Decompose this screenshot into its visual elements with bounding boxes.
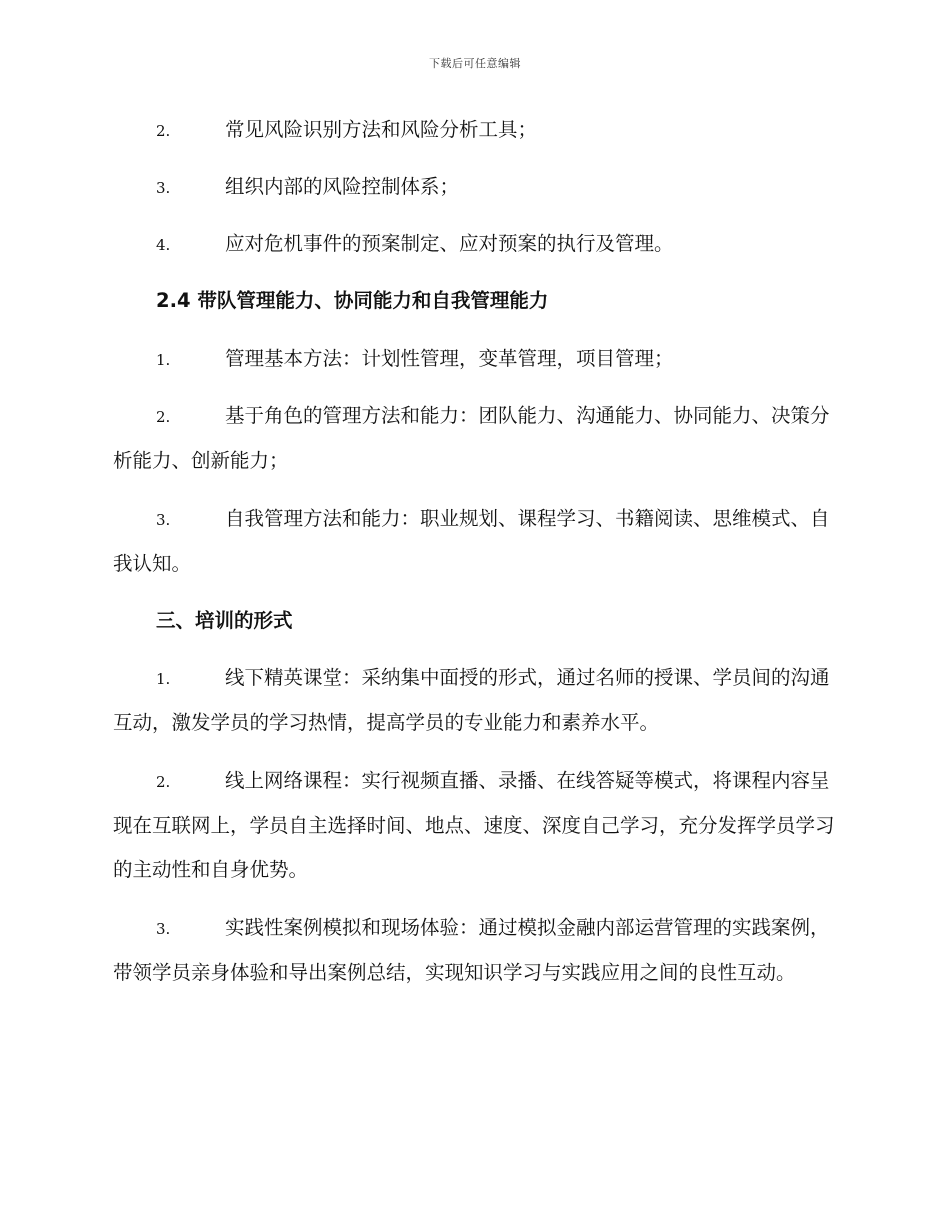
list-item <box>113 222 838 267</box>
list-item <box>113 165 838 210</box>
page-header: 下载后可任意编辑 <box>429 57 521 70</box>
list-item <box>113 108 838 153</box>
list-number: 1. <box>156 670 171 688</box>
list-text: 线上网络课程：实行视频直播、录播、在线答疑等模式，将课程内容呈现在互联网上，学员自主选择时间、地点、速度、深度自己学习，充分发挥学员学习的主动性和自身优势。 <box>113 769 835 881</box>
list-number: 1. <box>156 351 171 369</box>
list-item <box>113 337 838 382</box>
list-text: 线下精英课堂：采纳集中面授的形式，通过名师的授课、学员间的沟通互动，激发学员的学习热情，提高学员的专业能力和素养水平。 <box>113 666 830 734</box>
list-text: 常见风险识别方法和风险分析工具； <box>225 118 538 141</box>
list-item <box>113 394 838 483</box>
list-number: 2. <box>156 122 171 140</box>
list-number: 2. <box>156 773 171 791</box>
list-text: 实践性案例模拟和现场体验：通过模拟金融内部运营管理的实践案例，带领学员亲身体验和导出案例总结，实现知识学习与实践应用之间的良性互动。 <box>113 916 830 984</box>
list-number: 2. <box>156 408 171 426</box>
list-number: 4. <box>156 236 171 254</box>
list-number: 3. <box>156 920 171 938</box>
section-heading: 2.4 带队管理能力、协同能力和自我管理能力 <box>156 289 549 312</box>
list-text: 管理基本方法：计划性管理，变革管理，项目管理； <box>225 347 674 370</box>
list-text: 应对危机事件的预案制定、应对预案的执行及管理。 <box>225 232 674 255</box>
list-number: 3. <box>156 179 171 197</box>
list-text: 自我管理方法和能力：职业规划、课程学习、书籍阅读、思维模式、自我认知。 <box>113 507 830 575</box>
list-number: 3. <box>156 511 171 529</box>
list-item <box>113 656 838 745</box>
section-heading: 三、培训的形式 <box>156 609 293 632</box>
list-item <box>113 759 838 892</box>
list-text: 组织内部的风险控制体系； <box>225 175 460 198</box>
list-item <box>113 906 838 995</box>
list-text: 基于角色的管理方法和能力：团队能力、沟通能力、协同能力、决策分析能力、创新能力； <box>113 404 830 472</box>
list-item <box>113 497 838 586</box>
